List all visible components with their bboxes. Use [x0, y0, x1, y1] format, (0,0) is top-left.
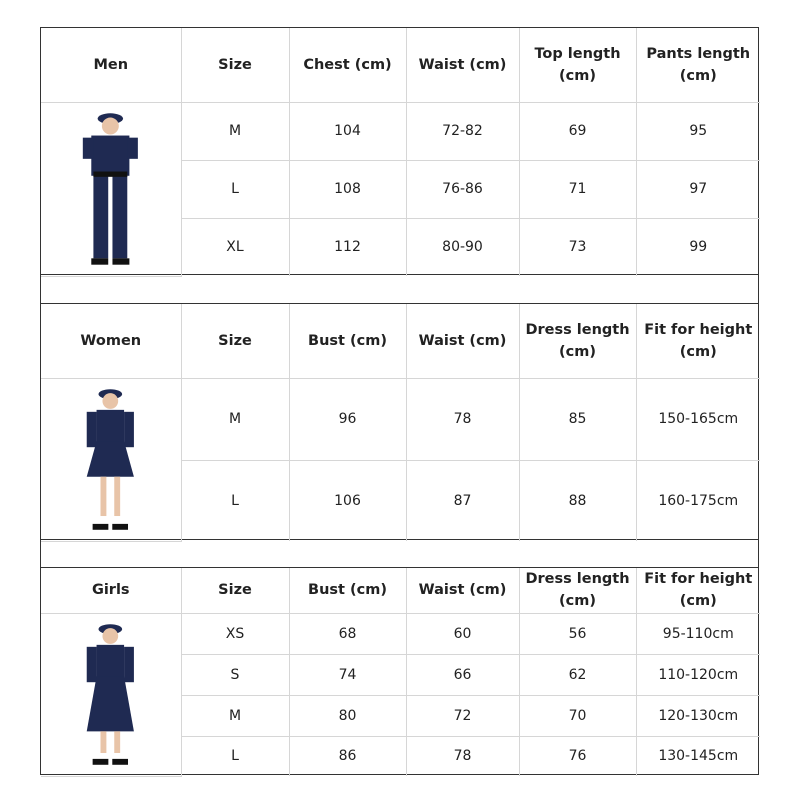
table-cell: 62 — [519, 654, 636, 695]
table-cell: 95-110cm — [636, 613, 760, 654]
table-cell: 74 — [289, 654, 406, 695]
column-header: Fit for height (cm) — [636, 304, 760, 378]
table-cell: L — [181, 736, 289, 776]
table-cell: 60 — [406, 613, 519, 654]
table-cell: 104 — [289, 102, 406, 160]
model-photo-cell — [41, 613, 181, 776]
table-cell: M — [181, 695, 289, 736]
table-cell: 110-120cm — [636, 654, 760, 695]
column-header: Dress length (cm) — [519, 304, 636, 378]
table-cell: 160-175cm — [636, 460, 760, 541]
table-cell: 99 — [636, 218, 760, 276]
table-cell: 120-130cm — [636, 695, 760, 736]
column-header: Size — [181, 568, 289, 613]
table-cell: 72-82 — [406, 102, 519, 160]
table-cell: S — [181, 654, 289, 695]
table-row — [41, 378, 760, 460]
table-row — [41, 102, 760, 160]
column-header: Size — [181, 28, 289, 102]
column-header: Dress length (cm) — [519, 568, 636, 613]
table-cell: 88 — [519, 460, 636, 541]
table-cell: 76-86 — [406, 160, 519, 218]
column-header: Bust (cm) — [289, 304, 406, 378]
table-cell: 80-90 — [406, 218, 519, 276]
table-cell: 76 — [519, 736, 636, 776]
table-cell: L — [181, 160, 289, 218]
table-cell: 87 — [406, 460, 519, 541]
table-cell: 150-165cm — [636, 378, 760, 460]
table-cell: 70 — [519, 695, 636, 736]
table-cell: 71 — [519, 160, 636, 218]
men-size-section — [40, 27, 759, 275]
table-cell: 73 — [519, 218, 636, 276]
table-cell: 78 — [406, 736, 519, 776]
table-cell: 130-145cm — [636, 736, 760, 776]
table-cell: L — [181, 460, 289, 541]
column-header: Waist (cm) — [406, 304, 519, 378]
table-cell: 66 — [406, 654, 519, 695]
table-cell: 78 — [406, 378, 519, 460]
table-row — [41, 613, 760, 654]
table-cell: 86 — [289, 736, 406, 776]
column-header: Pants length (cm) — [636, 28, 760, 102]
table-cell: XL — [181, 218, 289, 276]
model-photo-cell — [41, 378, 181, 541]
column-header: Top length (cm) — [519, 28, 636, 102]
table-cell: 95 — [636, 102, 760, 160]
header-row — [41, 28, 760, 102]
column-header: Fit for height (cm) — [636, 568, 760, 613]
section-spacer — [40, 275, 759, 303]
section-spacer — [40, 540, 759, 567]
column-header: Women — [41, 304, 181, 378]
men-model-image — [68, 112, 153, 266]
column-header: Chest (cm) — [289, 28, 406, 102]
girls-model-image — [71, 623, 150, 766]
table-cell: 112 — [289, 218, 406, 276]
table-cell: 96 — [289, 378, 406, 460]
table-cell: 56 — [519, 613, 636, 654]
table-cell: 106 — [289, 460, 406, 541]
women-model-image — [71, 388, 150, 531]
table-cell: M — [181, 102, 289, 160]
table-cell: 68 — [289, 613, 406, 654]
header-row — [41, 568, 760, 613]
column-header: Bust (cm) — [289, 568, 406, 613]
table-cell: M — [181, 378, 289, 460]
table-cell: 108 — [289, 160, 406, 218]
column-header: Waist (cm) — [406, 568, 519, 613]
table-cell: 80 — [289, 695, 406, 736]
column-header: Waist (cm) — [406, 28, 519, 102]
column-header: Men — [41, 28, 181, 102]
column-header: Size — [181, 304, 289, 378]
header-row — [41, 304, 760, 378]
model-photo-cell — [41, 102, 181, 276]
table-cell: 72 — [406, 695, 519, 736]
girls-size-section — [40, 567, 759, 775]
women-size-section — [40, 303, 759, 540]
table-cell: 69 — [519, 102, 636, 160]
table-cell: XS — [181, 613, 289, 654]
column-header: Girls — [41, 568, 181, 613]
table-cell: 85 — [519, 378, 636, 460]
table-cell: 97 — [636, 160, 760, 218]
